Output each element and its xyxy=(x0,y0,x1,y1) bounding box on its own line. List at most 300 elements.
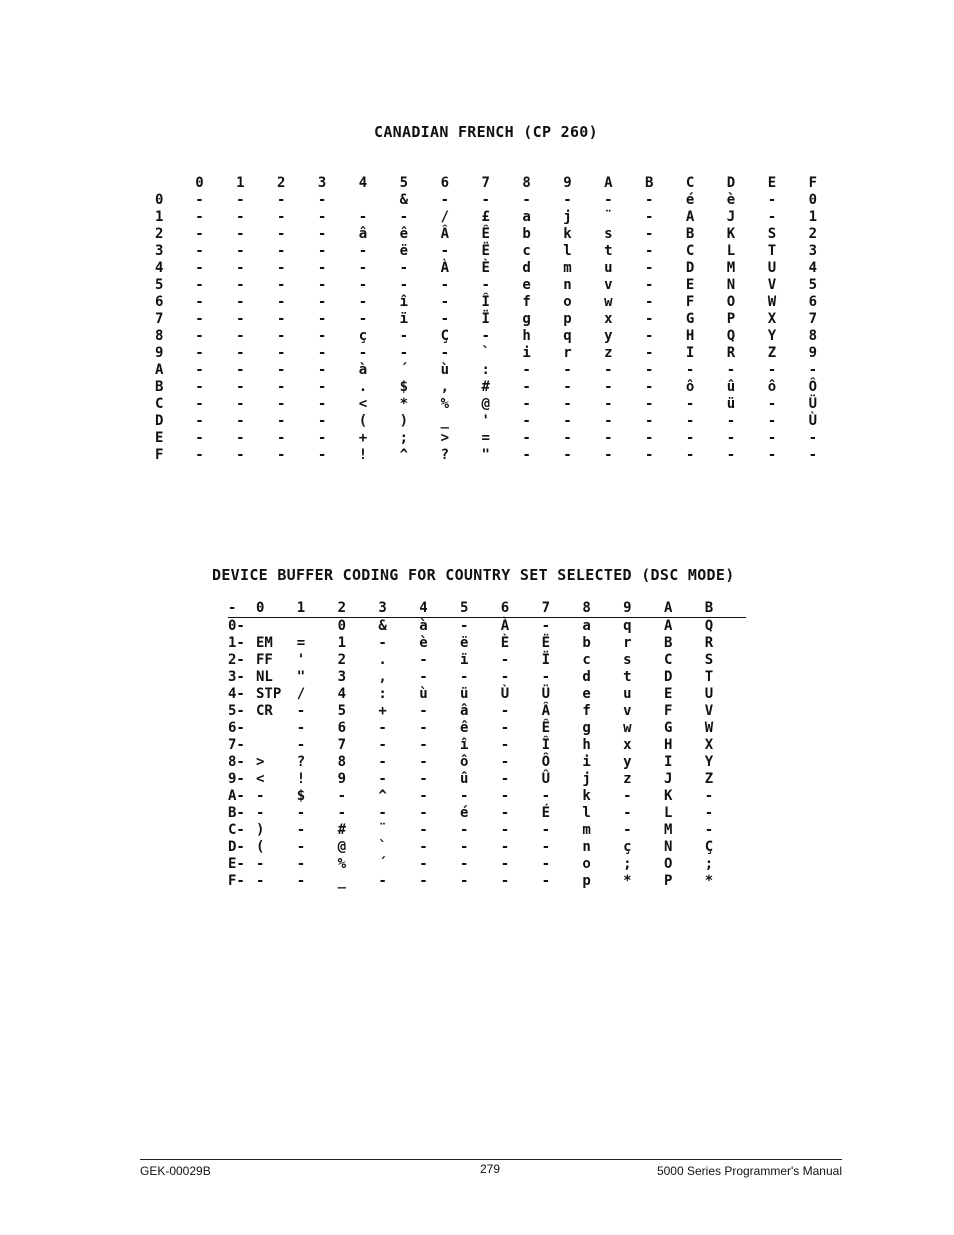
table-cell: U xyxy=(704,686,714,702)
table-cell: - xyxy=(195,396,204,412)
table-cell: - xyxy=(195,260,204,276)
table-cell: - xyxy=(296,873,306,889)
row-label: 7 xyxy=(155,311,164,327)
table-cell: - xyxy=(604,379,613,395)
table-cell: î xyxy=(399,294,409,310)
table-cell: C xyxy=(663,652,673,668)
table-cell: - xyxy=(317,192,327,208)
table-cell: - xyxy=(808,430,818,446)
table-cell: h xyxy=(582,737,591,753)
table-cell: - xyxy=(195,413,204,429)
table-cell: g xyxy=(582,720,591,736)
table-cell: - xyxy=(522,413,531,429)
table-cell: i xyxy=(582,754,591,770)
column-header: 2 xyxy=(337,600,347,616)
table-row xyxy=(155,294,833,311)
table-cell: - xyxy=(604,413,613,429)
table-cell: - xyxy=(378,805,387,821)
table-cell: ` xyxy=(481,345,490,361)
row-label: C- xyxy=(228,822,245,838)
table-cell: - xyxy=(419,669,428,685)
table-cell: - xyxy=(604,430,613,446)
row-label: 0 xyxy=(155,192,164,208)
table-cell: D xyxy=(663,669,673,685)
table-cell: î xyxy=(459,737,469,753)
table-cell: - xyxy=(236,192,245,208)
table-cell: - xyxy=(236,447,245,463)
table-cell: w xyxy=(604,294,613,310)
table-cell: ü xyxy=(459,686,469,702)
table-cell: û xyxy=(726,379,736,395)
table-row xyxy=(155,328,833,345)
table-cell: - xyxy=(500,839,510,855)
table-cell: - xyxy=(726,430,736,446)
table-cell: k xyxy=(582,788,591,804)
table-cell: - xyxy=(419,703,428,719)
column-header: 7 xyxy=(541,600,551,616)
table-cell: K xyxy=(663,788,673,804)
table-cell: - xyxy=(358,243,368,259)
table-cell: - xyxy=(704,805,714,821)
table-cell: - xyxy=(256,873,265,889)
table-cell: - xyxy=(399,277,409,293)
table-row xyxy=(228,703,746,720)
table-cell: Ë xyxy=(541,635,551,651)
table-cell: _ xyxy=(337,873,347,889)
table-row xyxy=(155,447,833,464)
table-cell: : xyxy=(481,362,490,378)
row-label: 9 xyxy=(155,345,164,361)
table-cell: Ë xyxy=(481,243,490,259)
table-cell: G xyxy=(685,311,695,327)
table-cell: - xyxy=(296,703,306,719)
table-cell: t xyxy=(623,669,632,685)
table-cell: & xyxy=(399,192,409,208)
table-cell: - xyxy=(500,805,510,821)
table-cell: - xyxy=(645,260,654,276)
table-cell: - xyxy=(358,260,368,276)
column-header: A xyxy=(604,175,613,191)
table-cell: - xyxy=(767,362,777,378)
table-cell: p xyxy=(563,311,572,327)
row-label: 2 xyxy=(155,226,164,242)
table-row xyxy=(155,243,833,260)
table-cell: - xyxy=(277,447,286,463)
table-cell: - xyxy=(500,720,510,736)
table-cell: e xyxy=(582,686,591,702)
table-cell: - xyxy=(623,788,632,804)
table-cell: - xyxy=(195,430,204,446)
table-cell: ê xyxy=(459,720,469,736)
table-cell: - xyxy=(541,788,551,804)
table-cell: X xyxy=(767,311,777,327)
table-cell: C xyxy=(685,243,695,259)
table-cell: P xyxy=(663,873,673,889)
table-row xyxy=(155,345,833,362)
table-row xyxy=(228,618,746,635)
column-header-row xyxy=(228,600,746,618)
table-cell: - xyxy=(685,396,695,412)
table-row xyxy=(228,805,746,822)
table-cell: + xyxy=(358,430,368,446)
table-cell: - xyxy=(236,311,245,327)
table-cell: z xyxy=(623,771,632,787)
table-cell: ë xyxy=(459,635,469,651)
table-row xyxy=(228,771,746,788)
table-cell: - xyxy=(541,618,551,634)
table-row xyxy=(228,652,746,669)
table-cell: - xyxy=(317,277,327,293)
table-cell: O xyxy=(726,294,736,310)
table-cell: - xyxy=(604,192,613,208)
table-cell: - xyxy=(317,447,327,463)
table-cell: ü xyxy=(726,396,736,412)
table-cell: 9 xyxy=(808,345,818,361)
table-cell: - xyxy=(195,277,204,293)
table-cell: - xyxy=(236,413,245,429)
column-header: B xyxy=(645,175,654,191)
table-cell: " xyxy=(481,447,490,463)
table-cell: Ç xyxy=(704,839,714,855)
table-cell: - xyxy=(645,430,654,446)
table-cell: @ xyxy=(481,396,490,412)
column-header: 0 xyxy=(195,175,204,191)
table-cell: - xyxy=(236,277,245,293)
table-cell: - xyxy=(419,822,428,838)
table-cell: - xyxy=(296,737,306,753)
column-header: 4 xyxy=(358,175,368,191)
table-cell: 3 xyxy=(808,243,818,259)
table-cell: NL xyxy=(256,669,273,685)
table-cell: - xyxy=(358,294,368,310)
table-cell: - xyxy=(500,856,510,872)
table-cell: ´ xyxy=(378,856,387,872)
table-cell: - xyxy=(645,345,654,361)
column-header: 9 xyxy=(563,175,572,191)
table-cell xyxy=(256,737,297,754)
table-cell: - xyxy=(317,362,327,378)
table-cell: - xyxy=(459,788,469,804)
table-cell: ' xyxy=(296,652,306,668)
table-cell: ï xyxy=(399,311,409,327)
table-cell: q xyxy=(623,618,632,634)
table-cell: - xyxy=(277,243,286,259)
table-cell: t xyxy=(604,243,613,259)
table-row xyxy=(155,260,833,277)
table-cell: l xyxy=(582,805,591,821)
table-cell: - xyxy=(500,873,510,889)
table-cell: , xyxy=(440,379,449,395)
column-header: 1 xyxy=(296,600,306,616)
row-label: F xyxy=(155,447,164,463)
table-cell: ' xyxy=(481,413,490,429)
table-row xyxy=(155,311,833,328)
table-cell: - xyxy=(378,754,387,770)
table-row xyxy=(155,209,833,226)
row-label: 5 xyxy=(155,277,164,293)
table-cell: Ü xyxy=(541,686,551,702)
row-label: 9- xyxy=(228,771,245,787)
document-number: GEK-00029B xyxy=(140,1164,211,1178)
column-header: 8 xyxy=(522,175,531,191)
table-cell: À xyxy=(500,618,510,634)
table-cell: Â xyxy=(440,226,449,242)
table-cell: ^ xyxy=(399,447,409,463)
table-cell: ) xyxy=(256,822,265,838)
table-cell: V xyxy=(704,703,714,719)
table-cell: é xyxy=(685,192,695,208)
table-cell: s xyxy=(604,226,613,242)
table-cell: ô xyxy=(459,754,469,770)
table-cell: X xyxy=(704,737,714,753)
table-cell: ; xyxy=(399,430,409,446)
table-cell: STP xyxy=(256,686,282,702)
table-cell: p xyxy=(582,873,591,889)
table-cell: c xyxy=(522,243,531,259)
table-cell: - xyxy=(563,379,572,395)
table-cell: v xyxy=(604,277,613,293)
table-cell: - xyxy=(440,311,449,327)
table-cell: - xyxy=(541,856,551,872)
table-cell: à xyxy=(358,362,368,378)
table-cell: / xyxy=(296,686,306,702)
table-cell: Â xyxy=(541,703,551,719)
table-cell: v xyxy=(623,703,632,719)
table-cell: ^ xyxy=(378,788,387,804)
table-cell: - xyxy=(685,362,695,378)
table-cell: - xyxy=(277,311,286,327)
table-cell: ? xyxy=(296,754,306,770)
table-cell: H xyxy=(663,737,673,753)
table-cell: 5 xyxy=(337,703,347,719)
table-cell: % xyxy=(337,856,347,872)
table-cell: Û xyxy=(541,771,551,787)
row-label: 0- xyxy=(228,618,245,634)
row-label: 2- xyxy=(228,652,245,668)
table-cell: Ê xyxy=(481,226,490,242)
table-cell: , xyxy=(378,669,387,685)
table-cell: ( xyxy=(256,839,265,855)
table-cell: - xyxy=(296,822,306,838)
table-cell: 2 xyxy=(337,652,347,668)
table-cell: y xyxy=(604,328,613,344)
table-cell: - xyxy=(399,260,409,276)
table-cell: 7 xyxy=(337,737,347,753)
table-cell: R xyxy=(704,635,714,651)
table-cell: - xyxy=(296,856,306,872)
row-label: D- xyxy=(228,839,245,855)
table-cell: > xyxy=(256,754,265,770)
table-cell: Ç xyxy=(440,328,449,344)
table-cell: Ê xyxy=(541,720,551,736)
table-cell: ù xyxy=(419,686,428,702)
table-cell: Ü xyxy=(808,396,818,412)
table-cell: FF xyxy=(256,652,273,668)
table-row xyxy=(228,788,746,805)
table-cell: - xyxy=(440,345,449,361)
table-cell: J xyxy=(663,771,673,787)
table-cell: - xyxy=(481,328,490,344)
table-cell: - xyxy=(645,277,654,293)
table-cell: K xyxy=(726,226,736,242)
table-row xyxy=(228,635,746,652)
table-cell: ï xyxy=(459,652,469,668)
table-cell: - xyxy=(378,737,387,753)
table1-title: CANADIAN FRENCH (CP 260) xyxy=(374,123,598,141)
device-buffer-coding-table xyxy=(228,600,746,890)
table-cell: 0 xyxy=(337,618,347,634)
table-cell: Î xyxy=(541,737,551,753)
table-cell: l xyxy=(563,243,572,259)
column-header: 4 xyxy=(419,600,428,616)
table-cell: - xyxy=(645,209,654,225)
table-cell: - xyxy=(317,345,327,361)
table-cell: - xyxy=(645,362,654,378)
table-cell: L xyxy=(663,805,673,821)
table-cell: - xyxy=(317,379,327,395)
table-cell: H xyxy=(685,328,695,344)
table-cell: - xyxy=(296,839,306,855)
table-cell: - xyxy=(419,856,428,872)
manual-title: 5000 Series Programmer's Manual xyxy=(656,1164,842,1178)
table-cell: - xyxy=(195,345,204,361)
table-cell: & xyxy=(378,618,387,634)
column-header: C xyxy=(685,175,695,191)
table-cell: - xyxy=(604,362,613,378)
table-cell: - xyxy=(195,294,204,310)
row-label: A xyxy=(155,362,164,378)
table-row xyxy=(228,873,746,890)
table-row xyxy=(228,856,746,873)
table-cell: 5 xyxy=(808,277,818,293)
table-cell: - xyxy=(317,209,327,225)
table-cell: I xyxy=(663,754,673,770)
table-cell: - xyxy=(522,379,531,395)
table-cell: - xyxy=(459,856,469,872)
table-cell: - xyxy=(541,873,551,889)
table-cell: - xyxy=(767,209,777,225)
table-cell: ? xyxy=(440,447,449,463)
table-cell: P xyxy=(726,311,736,327)
table-cell: Q xyxy=(704,618,714,634)
table-cell: z xyxy=(604,345,613,361)
table-cell: ) xyxy=(399,413,409,429)
table-cell: - xyxy=(808,362,818,378)
table-cell: ë xyxy=(399,243,409,259)
row-label: F- xyxy=(228,873,245,889)
table-cell: u xyxy=(604,260,613,276)
table-cell: r xyxy=(623,635,632,651)
table-cell: - xyxy=(236,379,245,395)
column-header: 5 xyxy=(399,175,409,191)
table-cell: # xyxy=(337,822,347,838)
table-cell: = xyxy=(481,430,490,446)
table-cell: - xyxy=(277,260,286,276)
table-cell: U xyxy=(767,260,777,276)
table-cell: - xyxy=(195,243,204,259)
table-cell: - xyxy=(419,652,428,668)
table-cell: - xyxy=(726,413,736,429)
table-cell: 7 xyxy=(808,311,818,327)
table-cell: - xyxy=(317,396,327,412)
table-cell: - xyxy=(195,362,204,378)
table-cell: - xyxy=(500,788,510,804)
column-header: 7 xyxy=(481,175,490,191)
table-cell: - xyxy=(236,345,245,361)
table-cell: b xyxy=(522,226,531,242)
table-cell: - xyxy=(236,260,245,276)
row-label: 3- xyxy=(228,669,245,685)
table-cell: - xyxy=(522,362,531,378)
table-cell: ô xyxy=(767,379,777,395)
row-label: 8- xyxy=(228,754,245,770)
table-cell: - xyxy=(317,226,327,242)
table-cell: ç xyxy=(358,328,368,344)
table-cell: V xyxy=(767,277,777,293)
table-cell: " xyxy=(296,669,306,685)
table-row xyxy=(155,396,833,413)
page-number: 279 xyxy=(480,1162,501,1176)
row-label: 5- xyxy=(228,703,245,719)
column-header: A xyxy=(663,600,673,616)
table-cell: - xyxy=(645,328,654,344)
table-cell: - xyxy=(317,311,327,327)
table-cell: - xyxy=(236,396,245,412)
column-header: 1 xyxy=(236,175,245,191)
table-cell: - xyxy=(767,430,777,446)
header-corner xyxy=(155,175,179,192)
table-cell: - xyxy=(277,328,286,344)
table-cell: - xyxy=(195,226,204,242)
table-cell: - xyxy=(440,192,449,208)
table-cell: - xyxy=(604,447,613,463)
table-cell: y xyxy=(623,754,632,770)
table-cell: A xyxy=(663,618,673,634)
table-cell: - xyxy=(195,328,204,344)
table-cell: + xyxy=(378,703,387,719)
table-cell: E xyxy=(685,277,695,293)
table-cell: - xyxy=(317,328,327,344)
table-cell: M xyxy=(726,260,736,276)
table-cell: - xyxy=(459,669,469,685)
table-cell: < xyxy=(256,771,265,787)
table-cell xyxy=(343,192,384,209)
table-cell: x xyxy=(604,311,613,327)
table-cell: ¨ xyxy=(604,209,613,225)
table-cell: - xyxy=(563,447,572,463)
table-cell: $ xyxy=(296,788,306,804)
table-cell: - xyxy=(277,345,286,361)
table-cell: É xyxy=(541,805,551,821)
table-row xyxy=(228,720,746,737)
table-cell: Y xyxy=(767,328,777,344)
table-cell: - xyxy=(767,447,777,463)
table-cell: - xyxy=(522,396,531,412)
table-cell: - xyxy=(481,192,490,208)
page-footer xyxy=(140,1159,842,1178)
row-label: B xyxy=(155,379,164,395)
table-cell: 8 xyxy=(337,754,347,770)
table-cell: ( xyxy=(358,413,368,429)
row-label: 1 xyxy=(155,209,164,225)
table-cell: - xyxy=(277,379,286,395)
table-cell xyxy=(297,618,338,635)
table-cell: - xyxy=(541,669,551,685)
column-header: 6 xyxy=(500,600,510,616)
row-label: 8 xyxy=(155,328,164,344)
table-cell: - xyxy=(317,260,327,276)
table-cell: d xyxy=(582,669,591,685)
